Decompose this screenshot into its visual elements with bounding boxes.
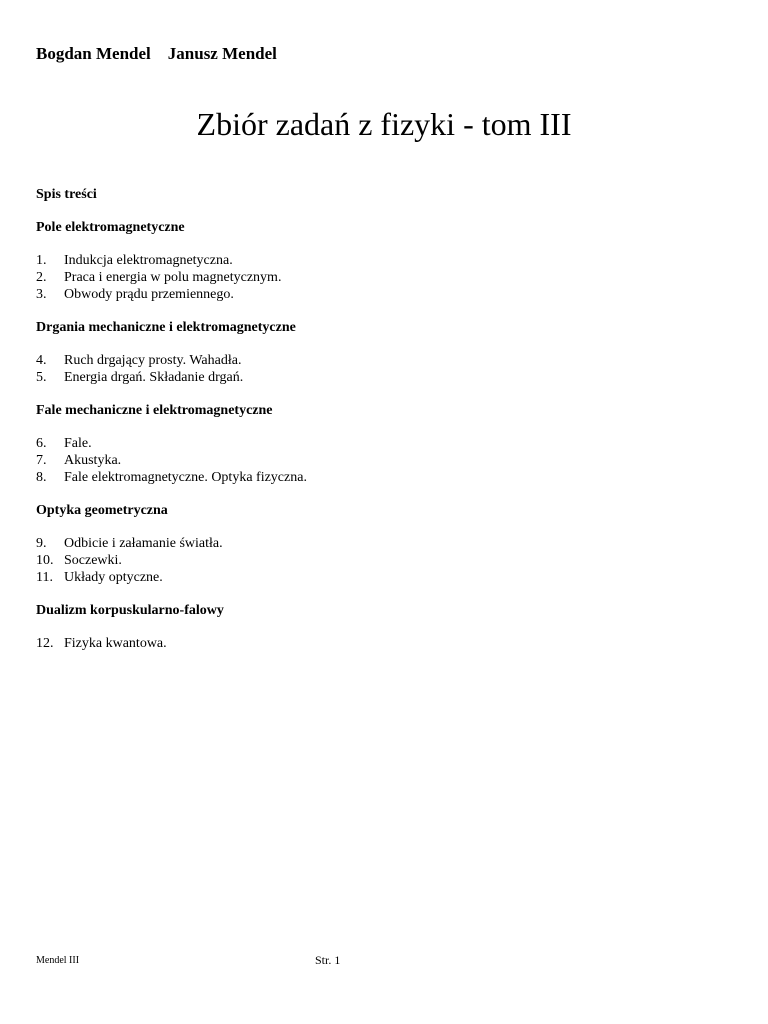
authors xyxy=(36,44,277,64)
toc-section xyxy=(36,219,736,303)
item-number: 4. xyxy=(36,353,47,368)
item-number: 8. xyxy=(36,470,47,485)
footer-page-number: Str. 1 xyxy=(315,953,341,967)
toc-item xyxy=(36,635,736,652)
toc-item xyxy=(36,286,736,303)
item-number: 10. xyxy=(36,553,54,568)
item-number: 5. xyxy=(36,370,47,385)
toc-section xyxy=(36,602,736,652)
section-title: Fale mechaniczne i elektromagnetyczne xyxy=(36,403,273,418)
item-number: 3. xyxy=(36,287,47,302)
toc-item xyxy=(36,535,736,552)
section-title: Pole elektromagnetyczne xyxy=(36,220,185,235)
toc-item xyxy=(36,369,736,386)
toc-item xyxy=(36,352,736,369)
item-number: 7. xyxy=(36,453,47,468)
document-title: Zbiór zadań z fizyki - tom III xyxy=(196,106,572,142)
item-text: Energia drgań. Składanie drgań. xyxy=(64,370,244,385)
item-text: Akustyka. xyxy=(64,453,122,468)
item-text: Praca i energia w polu magnetycznym. xyxy=(64,270,282,285)
toc-section xyxy=(36,319,736,386)
section-title: Drgania mechaniczne i elektromagnetyczne xyxy=(36,320,296,335)
toc-item xyxy=(36,552,736,569)
item-text: Indukcja elektromagnetyczna. xyxy=(64,253,233,268)
toc-heading: Spis treści xyxy=(36,187,97,202)
item-text: Układy optyczne. xyxy=(64,570,163,585)
item-text: Fale elektromagnetyczne. Optyka fizyczna. xyxy=(64,470,307,485)
toc-item xyxy=(36,269,736,286)
item-text: Ruch drgający prosty. Wahadła. xyxy=(64,353,242,368)
toc-item xyxy=(36,435,736,452)
item-text: Obwody prądu przemiennego. xyxy=(64,287,234,302)
item-number: 6. xyxy=(36,436,47,451)
toc-item xyxy=(36,569,736,586)
item-text: Fizyka kwantowa. xyxy=(64,636,167,651)
item-text: Odbicie i załamanie światła. xyxy=(64,536,223,551)
toc-section xyxy=(36,502,736,586)
toc-item xyxy=(36,252,736,269)
toc-section xyxy=(36,402,736,486)
item-number: 1. xyxy=(36,253,47,268)
footer-document-name: Mendel III xyxy=(36,955,80,966)
item-number: 11. xyxy=(36,570,53,585)
item-number: 9. xyxy=(36,536,47,551)
table-of-contents xyxy=(36,186,736,652)
section-title: Optyka geometryczna xyxy=(36,503,168,518)
author-name: Janusz Mendel xyxy=(167,44,277,63)
item-number: 2. xyxy=(36,270,47,285)
section-title: Dualizm korpuskularno-falowy xyxy=(36,603,224,618)
author-name: Bogdan Mendel xyxy=(36,44,151,63)
item-text: Soczewki. xyxy=(64,553,122,568)
toc-item xyxy=(36,452,736,469)
toc-item xyxy=(36,469,736,486)
item-number: 12. xyxy=(36,636,54,651)
item-text: Fale. xyxy=(64,436,92,451)
